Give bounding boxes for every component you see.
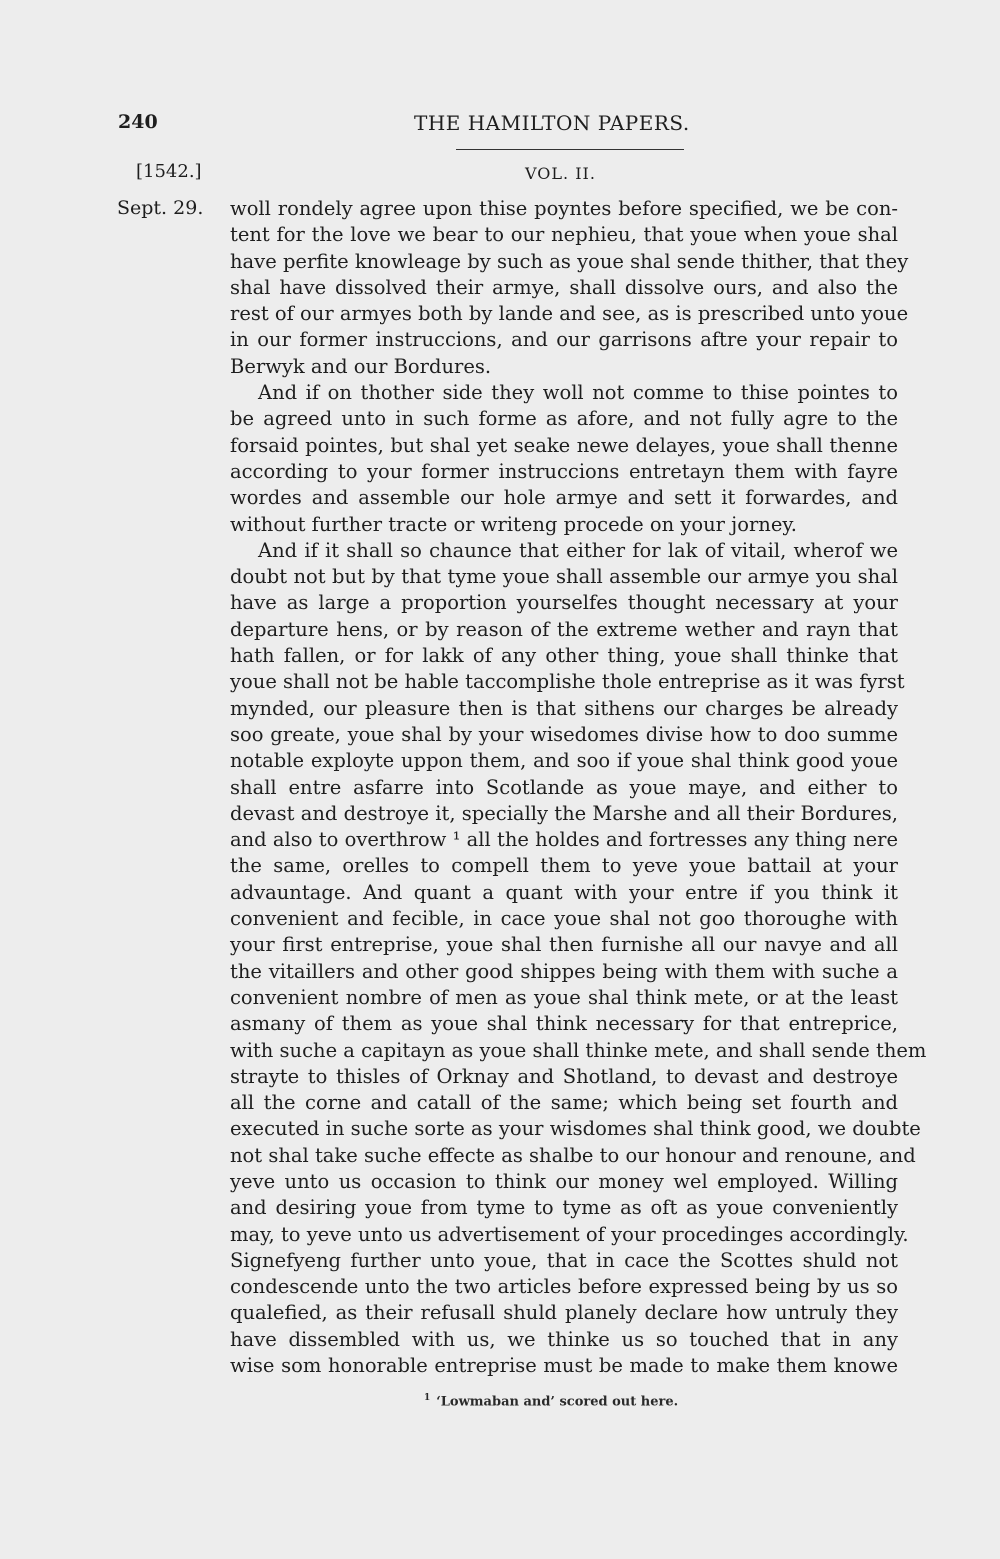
body-line: qualefied, as their refusall shuld planely declare how untruly they bbox=[230, 1301, 898, 1325]
volume-label: VOL. II. bbox=[525, 164, 596, 183]
body-line: have dissembled with us, we thinke us so touched that in any bbox=[230, 1327, 898, 1351]
header-rule bbox=[456, 149, 684, 150]
body-line: with suche a capitayn as youe shall thinke mete, and shall sende them bbox=[230, 1038, 927, 1062]
body-line: without further tracte or writeng procede on your jorney. bbox=[230, 512, 798, 536]
body-line: convenient and fecible, in cace youe shal not goo thoroughe with bbox=[230, 907, 898, 931]
body-line: the same, orelles to compell them to yeve youe battail at your bbox=[230, 854, 898, 878]
body-line: And if on thother side they woll not comme to thise pointes to bbox=[258, 381, 898, 405]
body-line: be agreed unto in such forme as afore, and not fully agre to the bbox=[230, 407, 898, 431]
body-line: doubt not but by that tyme youe shall assemble our armye you shal bbox=[230, 565, 898, 589]
body-line: and desiring youe from tyme to tyme as oft as youe conveniently bbox=[230, 1196, 898, 1220]
year-bracket: [1542.] bbox=[136, 161, 202, 182]
body-line: youe shall not be hable taccomplishe thole entreprise as it was fyrst bbox=[230, 670, 905, 694]
body-line: devast and destroye it, specially the Marshe and all their Bordures, bbox=[230, 801, 898, 825]
running-title: THE HAMILTON PAPERS. bbox=[414, 111, 690, 135]
body-line: advauntage. And quant a quant with your entre if you think it bbox=[230, 880, 898, 904]
body-line: mynded, our pleasure then is that sithens our charges be already bbox=[230, 696, 898, 720]
body-line: soo greate, youe shal by your wisedomes divise how to doo summe bbox=[230, 722, 898, 746]
footnote-text: ‘Lowmaban and’ scored out here. bbox=[436, 1394, 679, 1410]
body-line: asmany of them as youe shal think necessary for that entreprice, bbox=[230, 1012, 898, 1036]
footnote bbox=[424, 1393, 678, 1409]
body-line: may, to yeve unto us advertisement of your procedinges accordingly. bbox=[230, 1222, 909, 1246]
body-line: yeve unto us occasion to think our money wel employed. Willing bbox=[230, 1169, 898, 1193]
body-line: in our former instruccions, and our garrisons aftre your repair to bbox=[230, 328, 898, 352]
body-line: hath fallen, or for lakk of any other thing, youe shall thinke that bbox=[230, 644, 898, 668]
body-line: Berwyk and our Bordures. bbox=[230, 354, 492, 378]
body-line: shal have dissolved their armye, shall dissolve ours, and also the bbox=[230, 275, 898, 299]
body-line: the vitaillers and other good shippes being with them with suche a bbox=[230, 959, 898, 983]
body-line: condescende unto the two articles before expressed being by us so bbox=[230, 1275, 898, 1299]
body-line: all the corne and catall of the same; which being set fourth and bbox=[230, 1091, 898, 1115]
body-line: your first entreprise, youe shal then furnishe all our navye and all bbox=[230, 933, 898, 957]
body-line: rest of our armyes both by lande and see, as is prescribed unto youe bbox=[230, 302, 909, 326]
margin-date: Sept. 29. bbox=[117, 197, 204, 219]
body-line: woll rondely agree upon thise poyntes before specified, we be con- bbox=[230, 197, 898, 220]
body-line: wordes and assemble our hole armye and sett it forwardes, and bbox=[230, 486, 898, 510]
body-line: And if it shall so chaunce that either for lak of vitail, wherof we bbox=[258, 538, 898, 562]
body-line: strayte to thisles of Orknay and Shotland, to devast and destroye bbox=[230, 1064, 898, 1088]
footnote-marker: 1 bbox=[424, 1393, 431, 1403]
body-line: have perfite knowleage by such as youe shal sende thither, that they bbox=[230, 249, 909, 273]
body-line: and also to overthrow ¹ all the holdes and fortresses any thing nere bbox=[230, 828, 898, 852]
body-text bbox=[230, 196, 927, 1379]
body-line: according to your former instruccions entretayn them with fayre bbox=[230, 459, 898, 483]
body-line: have as large a proportion yourselfes thought necessary at your bbox=[230, 591, 898, 615]
body-line: tent for the love we bear to our nephieu, that youe when youe shal bbox=[230, 223, 898, 247]
body-line: not shal take suche effecte as shalbe to our honour and renoune, and bbox=[230, 1143, 916, 1167]
body-line: departure hens, or by reason of the extreme wether and rayn that bbox=[230, 617, 898, 641]
body-line: convenient nombre of men as youe shal think mete, or at the least bbox=[230, 985, 898, 1009]
body-line: forsaid pointes, but shal yet seake newe delayes, youe shall thenne bbox=[230, 433, 898, 457]
body-line: notable exployte uppon them, and soo if youe shal think good youe bbox=[230, 749, 898, 773]
body-line: shall entre asfarre into Scotlande as youe maye, and either to bbox=[230, 775, 898, 799]
page-number: 240 bbox=[118, 111, 158, 133]
body-line: wise som honorable entreprise must be made to make them knowe bbox=[230, 1354, 898, 1378]
body-line: executed in suche sorte as your wisdomes shal think good, we doubte bbox=[230, 1117, 921, 1141]
body-line: Signefyeng further unto youe, that in cace the Scottes shuld not bbox=[230, 1248, 898, 1272]
